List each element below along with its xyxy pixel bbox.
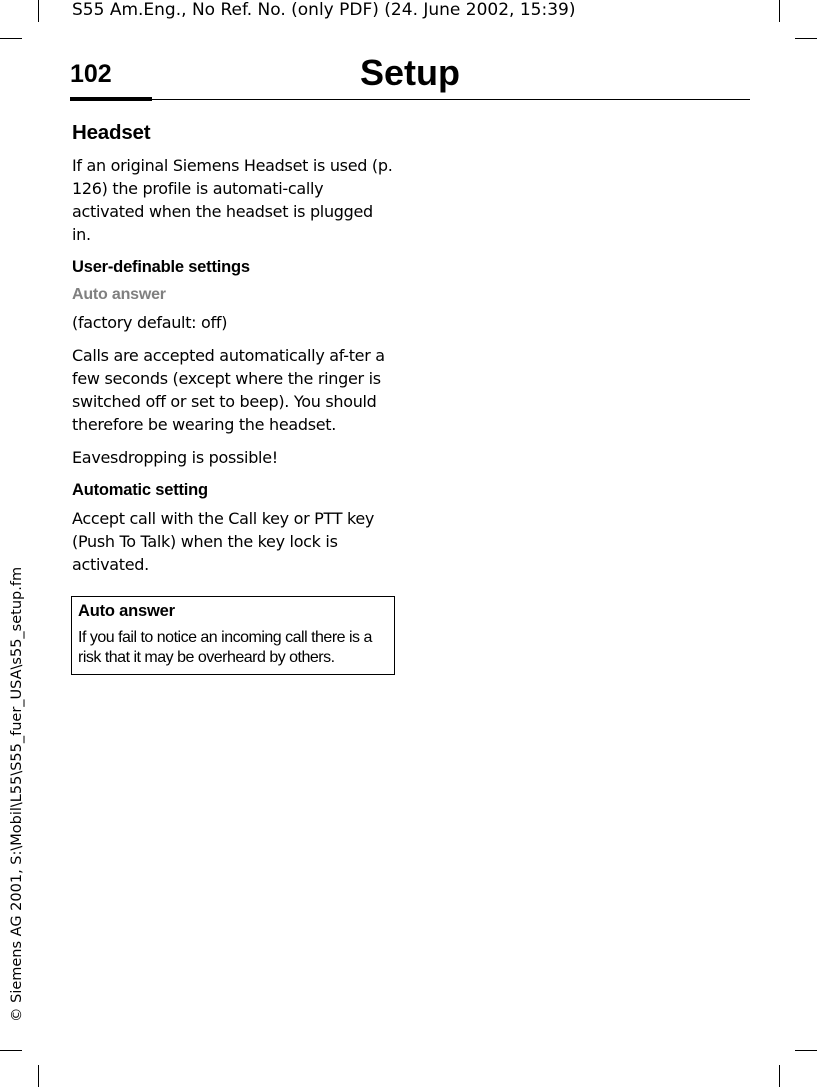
crop-mark-bottom-right-vertical [779,1065,780,1087]
note-text: If you fail to notice an incoming call there is a risk that it may be overheard by others. [78,629,372,666]
crop-mark-bottom-left-horizontal [0,1050,22,1051]
crop-mark-top-left-horizontal [0,38,22,39]
subsection-heading-automatic: Automatic setting [72,481,208,499]
header-rule-accent [70,97,152,101]
factory-default-text: (factory default: off) [72,313,228,332]
crop-mark-bottom-left-vertical [38,1065,39,1087]
subsection-heading-settings: User-definable settings [72,258,250,276]
copyright-side-note: © Siemens AG 2001, S:\Mobil\L55\S55_fuer_USA\s55_setup.fm [9,566,25,1022]
page-number: 102 [70,60,112,88]
note-title: Auto answer [78,602,175,620]
document-meta-header: S55 Am.Eng., No Ref. No. (only PDF) (24. June 2002, 15:39) [72,0,576,20]
crop-mark-top-right-horizontal [795,38,817,39]
crop-mark-top-right-vertical [779,0,780,22]
option-heading-auto-answer: Auto answer [72,286,166,303]
note-box [71,596,395,675]
eavesdrop-paragraph: Eavesdropping is possible! [72,448,278,467]
crop-mark-bottom-right-horizontal [795,1050,817,1051]
page-title: Setup [359,52,460,93]
automatic-setting-paragraph: Accept call with the Call key or PTT key (Push To Talk) when the key lock is activated. [72,509,375,574]
intro-paragraph: If an original Siemens Headset is used (p. 126) the profile is automati-cally activated when the headset is plugged in. [72,156,393,244]
auto-answer-paragraph: Calls are accepted automatically af-ter a few seconds (except where the ringer is switched off or set to beep). You should therefore be wearing the headset. [72,346,385,434]
main-column [72,118,396,586]
crop-mark-top-left-vertical [38,0,39,22]
header-rule [152,99,750,100]
section-heading: Headset [72,121,151,144]
